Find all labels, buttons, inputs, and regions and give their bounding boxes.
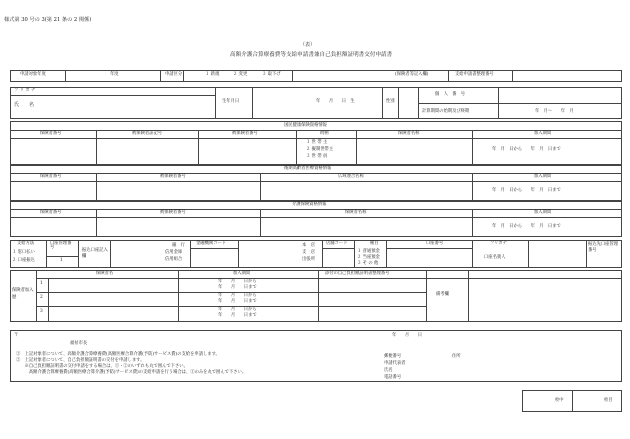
sex-label: 性別: [386, 99, 395, 104]
form-title: 高額介護合算療養費等支給申請書兼自己負担額証明書交付申請書: [230, 52, 393, 58]
institution-code: 金融機関コード: [196, 241, 227, 246]
phone-label: 電話番号: [384, 375, 402, 380]
page-total-label: 枚中: [555, 398, 564, 403]
account-mgmt-value: 1: [60, 258, 63, 263]
page-current-label: 枚目: [604, 398, 613, 403]
postal-code-label: 郵便番号: [384, 354, 402, 359]
history-col-insurer: 保険者名: [96, 271, 114, 276]
bank-type-3[interactable]: 信用組合: [165, 257, 183, 262]
history-row-2: 2: [40, 295, 43, 300]
note-1: ① 上記対象者について、高額介護合算療養費(高額医療合算介護(予防)サービス費)の支給を申請します。: [16, 352, 220, 357]
app-type-3[interactable]: ３ 取下げ: [262, 72, 281, 77]
elderly-col-insurer-no: 保険者番号: [40, 174, 62, 179]
elderly-title: 後期高齢者医療資格情報: [284, 166, 332, 171]
history-to-3: 年 月 日まで: [218, 313, 257, 318]
elderly-col-union: 広域連合名称: [338, 174, 364, 179]
branch-type-1[interactable]: 本 店: [302, 243, 315, 248]
form-id: 様式第 30 号の 3(第 21 条の 2 関係): [4, 17, 92, 23]
elderly-col-insured-no: 被保険者番号: [160, 174, 186, 179]
branch-code: 店舗コード: [326, 241, 348, 246]
personal-no-label: 個 人 番 号: [435, 92, 466, 97]
furigana-label: フ リ ガ ナ: [14, 88, 36, 93]
payment-method-1[interactable]: １ 窓口払い: [12, 250, 35, 255]
postal-mark: 〒: [14, 333, 19, 338]
nhi-period-value: 年 月 日から 年 月 日まで: [492, 147, 561, 152]
representative-label: 申請代表者: [384, 361, 406, 366]
footer-date: 年 月 日: [392, 333, 423, 338]
payment-no-label: 支給申請書整理番号: [455, 72, 494, 77]
history-from-1: 年 月 日から: [218, 279, 257, 284]
history-col-period: 加入期間: [233, 271, 251, 276]
remarks-label: 備考欄: [436, 292, 449, 297]
sub-title: （表）: [300, 42, 316, 48]
history-col-cert: 添付の自己負担額証明書整理番号: [325, 271, 390, 276]
care-col-insured-no: 被保険者番号: [160, 210, 186, 215]
recipient: 福祉市長: [70, 341, 88, 346]
app-type-1[interactable]: １ 新規: [205, 72, 220, 77]
nhi-col-relation: 続柄: [320, 131, 329, 136]
nhi-col-insurer-name: 保険者名称: [398, 131, 420, 136]
care-period-value: 年 月 日から 年 月 日まで: [492, 224, 561, 229]
account-type-3[interactable]: ３ そ の 他: [357, 261, 379, 266]
app-no-label: 申請対象年度: [20, 72, 46, 77]
history-to-2: 年 月 日まで: [218, 299, 257, 304]
history-from-3: 年 月 日から: [218, 307, 257, 312]
nhi-col-insurer-no: 保険者番号: [40, 131, 62, 136]
holder-label: 口座名義人: [484, 255, 506, 260]
history-to-1: 年 月 日まで: [218, 285, 257, 290]
branch-type-2[interactable]: 支 店: [302, 250, 315, 255]
account-no-label: 口座番号: [426, 241, 444, 246]
note-2: ② 上記対象者について、自己負担額証明書の交付を申請します。: [16, 358, 145, 363]
nhi-relation-3[interactable]: ３ 世 帯 員: [306, 154, 328, 159]
nhi-col-insured-no: 被保険者番号: [232, 131, 258, 136]
account-type-label: 種目: [370, 241, 379, 246]
elderly-period-value: 年 月 日から 年 月 日まで: [492, 188, 561, 193]
payment-method-2[interactable]: ２ 口座振込: [12, 258, 35, 263]
header-row: [10, 70, 622, 82]
nhi-relation-2[interactable]: ２ 擬制世帯主: [306, 147, 334, 152]
nhi-col-card-symbol: 被保険者証記号: [132, 131, 163, 136]
nhi-relation-1[interactable]: １ 世 帯 主: [306, 140, 328, 145]
history-from-2: 年 月 日から: [218, 293, 257, 298]
history-row-1: 1: [40, 281, 43, 286]
history-row-3: 3: [40, 309, 43, 314]
payment-method-label: 支給方法: [17, 241, 35, 246]
bank-type-2[interactable]: 信用金庫: [165, 250, 183, 255]
transfer-mgmt: 振込先口座管理番号: [588, 242, 619, 254]
fiscal-year: 年度: [110, 72, 119, 77]
history-label: 保険者加入歴: [12, 288, 34, 300]
birth-value: 年 月 日 生: [316, 99, 355, 104]
elderly-col-period: 加入期間: [534, 174, 552, 179]
nhi-title: 国民健康保険資格情報: [284, 123, 327, 128]
note-3: ※自己負担額証明書の交付申請をする場合は、①・②のいずれも丸で囲んで下さい。: [16, 364, 188, 369]
app-type-2[interactable]: ２ 変更: [233, 72, 248, 77]
care-col-insurer-no: 保険者番号: [40, 210, 62, 215]
nhi-col-period: 加入期間: [534, 131, 552, 136]
care-col-insurer-name: 保険者名称: [345, 210, 367, 215]
account-type-2[interactable]: ２ 当座預金: [357, 255, 380, 260]
name-label: 氏 名: [14, 102, 35, 108]
birth-label: 生年月日: [222, 99, 240, 104]
bank-type-1[interactable]: 銀 行: [172, 243, 185, 248]
account-mgmt: 口座管理番 号: [50, 241, 76, 251]
care-col-period: 加入期間: [534, 210, 552, 215]
address-label: 住所: [452, 354, 461, 359]
name-field-label: 氏名: [384, 368, 393, 373]
care-title: 介護保険資格情報: [292, 202, 327, 207]
app-type-label: 申請区分: [165, 72, 183, 77]
note-4: 高額介護合算療養費(高額医療合算介護(予防)サービス費)の支給申請を行う場合は、①のみを丸で囲んで下さい。: [16, 370, 247, 375]
branch-type-3[interactable]: 出張所: [302, 257, 315, 262]
transfer-entry: 振込口座記入欄: [82, 248, 108, 260]
holder-furigana: フリガナ: [490, 241, 507, 246]
period-value: 年 月～ 年 月: [535, 109, 574, 114]
period-label: 計算期間の始期及び終期: [422, 109, 470, 114]
insurer-entry: (保険者等記入欄): [395, 72, 429, 77]
account-type-1[interactable]: １ 普通預金: [357, 249, 380, 254]
